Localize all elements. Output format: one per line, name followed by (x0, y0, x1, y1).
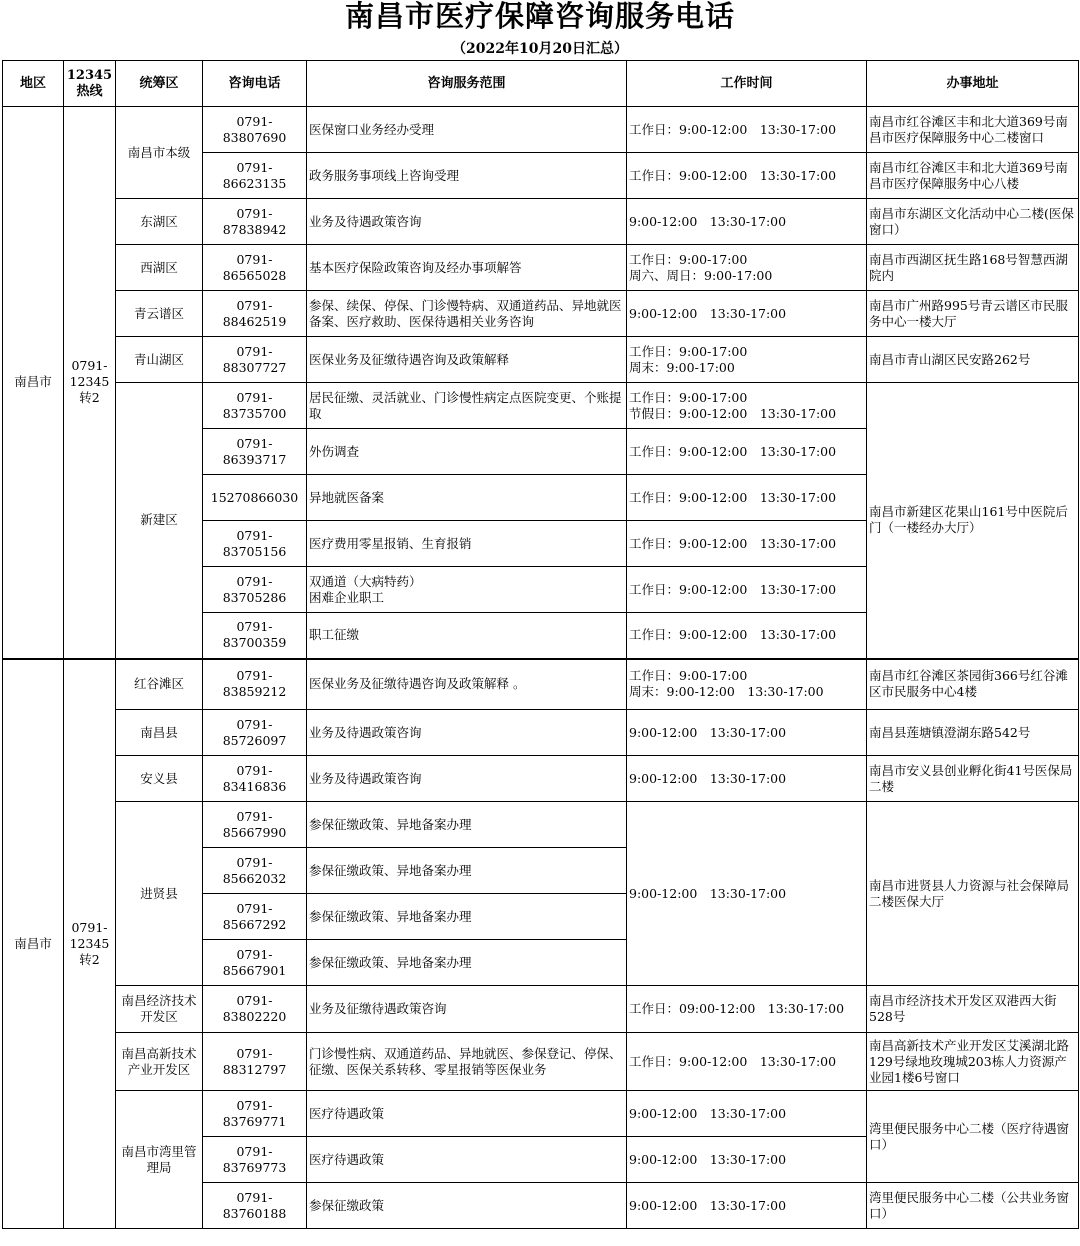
region-cell: 南昌市 (3, 107, 64, 659)
header-hotline: 12345热线 (64, 61, 116, 107)
scope-cell: 参保征缴政策、异地备案办理 (307, 894, 627, 940)
phone-cell: 0791-83705156 (203, 521, 307, 567)
scope-cell: 职工征缴 (307, 613, 627, 659)
phone-cell: 0791-83700359 (203, 613, 307, 659)
hours-cell: 工作日：9:00-12:00 13:30-17:00 (627, 1033, 867, 1091)
phone-cell: 0791-83859212 (203, 659, 307, 710)
scope-cell: 参保征缴政策、异地备案办理 (307, 940, 627, 986)
table-row (3, 756, 1079, 802)
address-cell: 南昌市红谷滩区茶园街366号红谷滩区市民服务中心4楼 (867, 659, 1079, 710)
scope-cell: 参保征缴政策 (307, 1183, 627, 1229)
hours-cell: 9:00-12:00 13:30-17:00 (627, 199, 867, 245)
phone-cell: 0791-83760188 (203, 1183, 307, 1229)
hours-cell: 9:00-12:00 13:30-17:00 (627, 710, 867, 756)
phone-cell: 0791-83807690 (203, 107, 307, 153)
address-cell: 南昌市红谷滩区丰和北大道369号南昌市医疗保障服务中心八楼 (867, 153, 1079, 199)
scope-cell: 参保征缴政策、异地备案办理 (307, 802, 627, 848)
phone-cell: 0791-88307727 (203, 337, 307, 383)
phone-cell: 0791-88462519 (203, 291, 307, 337)
hours-cell: 工作日：9:00-17:00 节假日：9:00-12:00 13:30-17:00 (627, 383, 867, 429)
table-row (3, 245, 1079, 291)
scope-cell: 参保、续保、停保、门诊慢特病、双通道药品、异地就医备案、医疗救助、医保待遇相关业务咨询 (307, 291, 627, 337)
phone-cell: 0791-88312797 (203, 1033, 307, 1091)
phone-cell: 0791-83735700 (203, 383, 307, 429)
table-row (3, 802, 1079, 848)
phone-cell: 15270866030 (203, 475, 307, 521)
page-title: 南昌市医疗保障咨询服务电话 (344, 0, 735, 33)
hours-cell: 9:00-12:00 13:30-17:00 (627, 756, 867, 802)
hours-cell: 工作日：9:00-17:00 周末：9:00-12:00 13:30-17:00 (627, 659, 867, 710)
phone-cell: 0791-85667901 (203, 940, 307, 986)
hours-cell: 工作日：9:00-12:00 13:30-17:00 (627, 567, 867, 613)
phone-cell: 0791-86393717 (203, 429, 307, 475)
address-cell: 湾里便民服务中心二楼（公共业务窗口） (867, 1183, 1079, 1229)
scope-cell: 政务服务事项线上咨询受理 (307, 153, 627, 199)
scope-cell: 业务及待遇政策咨询 (307, 756, 627, 802)
phone-cell: 0791-83416836 (203, 756, 307, 802)
address-cell: 南昌县莲塘镇澄湖东路542号 (867, 710, 1079, 756)
table-row (3, 107, 1079, 153)
scope-cell: 参保征缴政策、异地备案办理 (307, 848, 627, 894)
table-row (3, 291, 1079, 337)
scope-cell: 业务及待遇政策咨询 (307, 710, 627, 756)
hotline-cell: 0791-12345转2 (64, 659, 116, 1229)
scope-cell: 业务及征缴待遇政策咨询 (307, 986, 627, 1033)
address-cell: 南昌市安义县创业孵化街41号医保局二楼 (867, 756, 1079, 802)
hours-cell: 工作日：9:00-12:00 13:30-17:00 (627, 107, 867, 153)
address-cell: 南昌市广州路995号青云谱区市民服务中心一楼大厅 (867, 291, 1079, 337)
scope-cell: 外伤调查 (307, 429, 627, 475)
address-cell: 湾里便民服务中心二楼（医疗待遇窗口） (867, 1091, 1079, 1183)
phone-cell: 0791-83802220 (203, 986, 307, 1033)
phone-cell: 0791-83769771 (203, 1091, 307, 1137)
scope-cell: 基本医疗保险政策咨询及经办事项解答 (307, 245, 627, 291)
hours-cell: 工作日：9:00-12:00 13:30-17:00 (627, 475, 867, 521)
phone-cell: 0791-86565028 (203, 245, 307, 291)
table-row (3, 383, 1079, 429)
scope-cell: 医保业务及征缴待遇咨询及政策解释 (307, 337, 627, 383)
table-row (3, 710, 1079, 756)
district-cell: 安义县 (116, 756, 203, 802)
scope-cell: 医保窗口业务经办受理 (307, 107, 627, 153)
address-cell: 南昌市进贤县人力资源与社会保障局二楼医保大厅 (867, 802, 1079, 986)
district-cell: 进贤县 (116, 802, 203, 986)
phone-cell: 0791-87838942 (203, 199, 307, 245)
district-cell: 新建区 (116, 383, 203, 659)
address-cell: 南昌市青山湖区民安路262号 (867, 337, 1079, 383)
table-row (3, 1033, 1079, 1091)
phone-cell: 0791-85667990 (203, 802, 307, 848)
address-cell: 南昌高新技术产业开发区艾溪湖北路129号绿地玫瑰城203栋人力资源产业园1楼6号窗口 (867, 1033, 1079, 1091)
scope-cell: 门诊慢性病、双通道药品、异地就医、参保登记、停保、征缴、医保关系转移、零星报销等医保业务 (307, 1033, 627, 1091)
hotline-cell: 0791-12345转2 (64, 107, 116, 659)
hours-cell: 工作日：09:00-12:00 13:30-17:00 (627, 986, 867, 1033)
district-cell: 红谷滩区 (116, 659, 203, 710)
district-cell: 南昌县 (116, 710, 203, 756)
address-cell: 南昌市西湖区抚生路168号智慧西湖院内 (867, 245, 1079, 291)
table-row (3, 986, 1079, 1033)
phone-cell: 0791-86623135 (203, 153, 307, 199)
phone-cell: 0791-83769773 (203, 1137, 307, 1183)
scope-cell: 异地就医备案 (307, 475, 627, 521)
hours-cell: 9:00-12:00 13:30-17:00 (627, 1183, 867, 1229)
district-cell: 东湖区 (116, 199, 203, 245)
region-cell: 南昌市 (3, 659, 64, 1229)
scope-cell: 居民征缴、灵活就业、门诊慢性病定点医院变更、个账提取 (307, 383, 627, 429)
table-header (3, 61, 1079, 107)
hours-cell: 工作日：9:00-12:00 13:30-17:00 (627, 153, 867, 199)
scope-cell: 业务及待遇政策咨询 (307, 199, 627, 245)
header-hours: 工作时间 (627, 61, 867, 107)
table-row (3, 659, 1079, 710)
hours-cell: 9:00-12:00 13:30-17:00 (627, 291, 867, 337)
district-cell: 南昌经济技术开发区 (116, 986, 203, 1033)
header-scope: 咨询服务范围 (307, 61, 627, 107)
table-row (3, 199, 1079, 245)
header-district: 统筹区 (116, 61, 203, 107)
header-phone: 咨询电话 (203, 61, 307, 107)
hours-cell: 工作日：9:00-12:00 13:30-17:00 (627, 613, 867, 659)
address-cell: 南昌市新建区花果山161号中医院后门（一楼经办大厅） (867, 383, 1079, 659)
hours-cell: 9:00-12:00 13:30-17:00 (627, 1091, 867, 1137)
district-cell: 南昌市湾里管理局 (116, 1091, 203, 1229)
phone-cell: 0791-85662032 (203, 848, 307, 894)
hours-cell: 工作日：9:00-12:00 13:30-17:00 (627, 521, 867, 567)
phone-cell: 0791-83705286 (203, 567, 307, 613)
hours-cell: 工作日：9:00-17:00 周六、周日：9:00-17:00 (627, 245, 867, 291)
table-row (3, 1091, 1079, 1137)
phone-cell: 0791-85726097 (203, 710, 307, 756)
address-cell: 南昌市东湖区文化活动中心二楼(医保窗口） (867, 199, 1079, 245)
header-address: 办事地址 (867, 61, 1079, 107)
page-subtitle: （2022年10月20日汇总） (452, 41, 628, 57)
phone-cell: 0791-85667292 (203, 894, 307, 940)
district-cell: 南昌高新技术产业开发区 (116, 1033, 203, 1091)
scope-cell: 医疗费用零星报销、生育报销 (307, 521, 627, 567)
hours-cell: 9:00-12:00 13:30-17:00 (627, 802, 867, 986)
scope-cell: 医疗待遇政策 (307, 1091, 627, 1137)
hours-cell: 工作日：9:00-17:00 周末：9:00-17:00 (627, 337, 867, 383)
hours-cell: 工作日：9:00-12:00 13:30-17:00 (627, 429, 867, 475)
scope-cell: 双通道（大病特药） 困难企业职工 (307, 567, 627, 613)
address-cell: 南昌市红谷滩区丰和北大道369号南昌市医疗保障服务中心二楼窗口 (867, 107, 1079, 153)
hours-cell: 9:00-12:00 13:30-17:00 (627, 1137, 867, 1183)
district-cell: 西湖区 (116, 245, 203, 291)
header-region: 地区 (3, 61, 64, 107)
district-cell: 南昌市本级 (116, 107, 203, 199)
contact-table (2, 60, 1079, 1229)
table-row (3, 337, 1079, 383)
scope-cell: 医保业务及征缴待遇咨询及政策解释 。 (307, 659, 627, 710)
district-cell: 青山湖区 (116, 337, 203, 383)
address-cell: 南昌市经济技术开发区双港西大街528号 (867, 986, 1079, 1033)
scope-cell: 医疗待遇政策 (307, 1137, 627, 1183)
district-cell: 青云谱区 (116, 291, 203, 337)
